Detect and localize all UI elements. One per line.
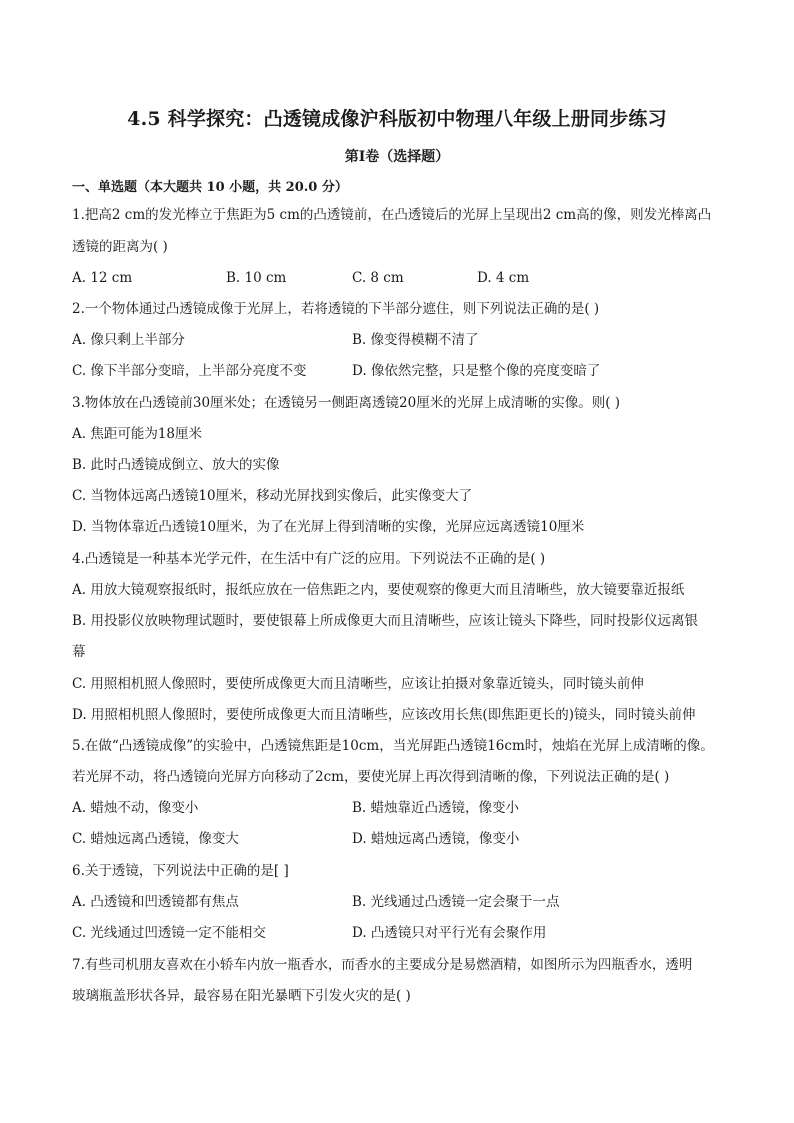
question-4-line-1: 4.凸透镜是一种基本光学元件，在生活中有广泛的应用。下列说法不正确的是( )	[72, 551, 546, 567]
question-6-option-b: B. 光线通过凸透镜一定会聚于一点	[352, 894, 560, 910]
question-2-option-b: B. 像变得模糊不清了	[352, 332, 479, 348]
question-1-line-2: 透镜的距离为( )	[72, 239, 168, 255]
question-4-option-d: D. 用照相机照人像照时，要使所成像更大而且清晰些，应该改用长焦(即焦距更长的)镜头，同时镜头前伸	[72, 707, 696, 723]
document-subtitle: 第Ⅰ卷（选择题）	[344, 149, 450, 165]
question-3-option-b: B. 此时凸透镜成倒立、放大的实像	[72, 457, 280, 473]
question-6-option-c: C. 光线通过凹透镜一定不能相交	[72, 925, 266, 941]
question-5-option-d: D. 蜡烛远离凸透镜，像变小	[352, 831, 520, 847]
question-7-line-2: 玻璃瓶盖形状各异，最容易在阳光暴晒下引发火灾的是( )	[72, 988, 411, 1004]
question-5-option-c: C. 蜡烛远离凸透镜，像变大	[72, 831, 239, 847]
question-5-line-2: 若光屏不动，将凸透镜向光屏方向移动了2cm，要使光屏上再次得到清晰的像，下列说法正确的是( )	[72, 769, 670, 785]
question-3-line-1: 3.物体放在凸透镜前30厘米处；在透镜另一侧距离透镜20厘米的光屏上成清晰的实像。则( )	[72, 395, 621, 411]
question-5-line-1: 5.在做“凸透镜成像”的实验中，凸透镜焦距是10cm，当光屏距凸透镜16cm时，烛焰在光屏上成清晰的像。	[72, 738, 714, 754]
question-2-option-c: C. 像下半部分变暗，上半部分亮度不变	[72, 363, 307, 379]
question-4-option-b: B. 用投影仪放映物理试题时，要使银幕上所成像更大而且清晰些，应该让镜头下降些，同时投影仪远离银	[72, 613, 699, 629]
question-2-line-1: 2.一个物体通过凸透镜成像于光屏上，若将透镜的下半部分遮住，则下列说法正确的是( )	[72, 301, 600, 317]
question-4-option-b-continued: 幕	[72, 644, 86, 660]
question-3-option-d: D. 当物体靠近凸透镜10厘米，为了在光屏上得到清晰的实像，光屏应远离透镜10厘米	[72, 519, 585, 535]
question-6-option-d: D. 凸透镜只对平行光有会聚作用	[352, 925, 547, 941]
question-2-option-a: A. 像只剩上半部分	[72, 332, 185, 348]
question-5-option-b: B. 蜡烛靠近凸透镜，像变小	[352, 800, 520, 816]
question-1-option-c: C. 8 cm	[352, 270, 404, 286]
document-title: 4.5 科学探究：凸透镜成像沪科版初中物理八年级上册同步练习	[127, 108, 667, 130]
section-heading: 一、单选题（本大题共 10 小题，共 20.0 分）	[72, 180, 348, 195]
question-7-line-1: 7.有些司机朋友喜欢在小轿车内放一瓶香水，而香水的主要成分是易燃酒精，如图所示为四瓶香水，透明	[72, 957, 693, 973]
question-3-option-a: A. 焦距可能为18厘米	[72, 426, 203, 442]
question-6-option-a: A. 凸透镜和凹透镜都有焦点	[72, 894, 239, 910]
question-4-option-a: A. 用放大镜观察报纸时，报纸应放在一倍焦距之内，要使观察的像更大而且清晰些，放大镜要靠近报纸	[72, 582, 685, 598]
question-3-option-c: C. 当物体远离凸透镜10厘米，移动光屏找到实像后，此实像变大了	[72, 488, 473, 504]
question-1-option-d: D. 4 cm	[477, 270, 530, 286]
question-1-option-a: A. 12 cm	[72, 270, 133, 286]
question-1-line-1: 1.把高2 cm的发光棒立于焦距为5 cm的凸透镜前，在凸透镜后的光屏上呈现出2 cm高的像，则发光棒离凸	[72, 207, 712, 223]
question-1-option-b: B. 10 cm	[226, 270, 287, 286]
question-4-option-c: C. 用照相机照人像照时，要使所成像更大而且清晰些，应该让拍摄对象靠近镜头，同时镜头前伸	[72, 676, 644, 692]
question-2-option-d: D. 像依然完整，只是整个像的亮度变暗了	[352, 363, 601, 379]
question-5-option-a: A. 蜡烛不动，像变小	[72, 800, 199, 816]
question-6-line-1: 6.关于透镜，下列说法中正确的是[ ]	[72, 863, 289, 879]
